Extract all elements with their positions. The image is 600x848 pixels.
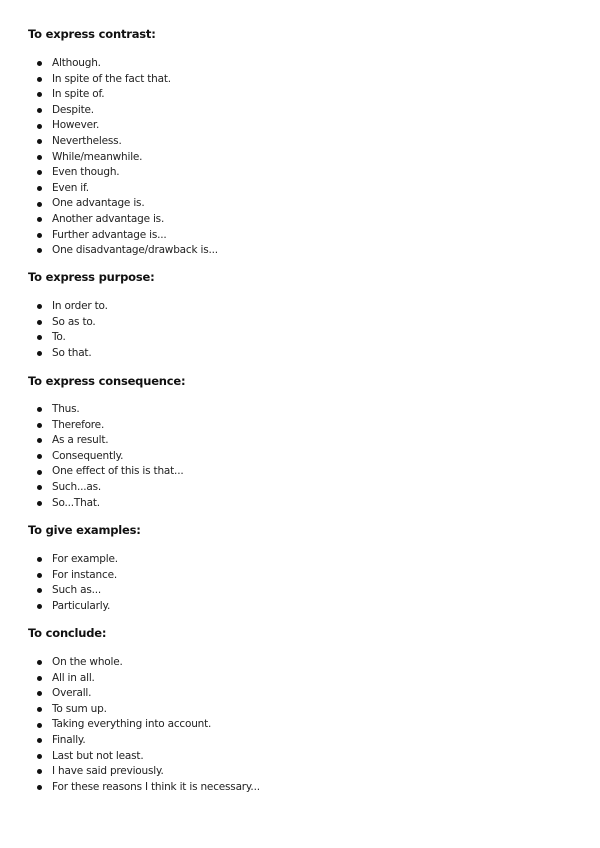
list-item-text: So as to. [52, 315, 96, 328]
bullet-icon [37, 676, 42, 681]
bullet-icon [37, 217, 42, 222]
section-conclude [28, 626, 568, 793]
list-item-text: So that. [52, 346, 92, 359]
bullet-icon [37, 557, 42, 562]
list-item-text: For example. [52, 553, 118, 565]
list-item [28, 671, 260, 687]
list-item-text: To sum up. [52, 702, 107, 715]
list-item-text: Last but not least. [52, 749, 144, 762]
list-item [28, 568, 118, 584]
section-heading: To express purpose: [28, 270, 155, 284]
list-item [28, 315, 108, 331]
list-item [28, 181, 218, 197]
list-item-text: In spite of. [52, 88, 105, 101]
bullet-icon [37, 124, 42, 129]
list-item [28, 733, 260, 749]
list-item [28, 480, 183, 496]
list-item [28, 402, 183, 418]
list-item [28, 583, 118, 599]
list-item [28, 228, 218, 244]
bullet-icon [37, 139, 42, 144]
list-item-text: All in all. [52, 671, 95, 684]
list-item-text: In order to. [52, 300, 108, 312]
list-item [28, 655, 260, 671]
list-item-text: Particularly. [52, 599, 111, 612]
section-heading: To express consequence: [28, 374, 186, 388]
bullet-list [28, 56, 218, 259]
section-examples [28, 523, 568, 612]
bullet-icon [37, 485, 42, 490]
bullet-icon [37, 438, 42, 443]
bullet-icon [37, 77, 42, 82]
list-item [28, 749, 260, 765]
bullet-icon [37, 423, 42, 428]
list-item [28, 780, 260, 796]
list-item [28, 702, 260, 718]
list-item [28, 103, 218, 119]
bullet-icon [37, 233, 42, 238]
bullet-icon [37, 454, 42, 459]
bullet-icon [37, 407, 42, 412]
list-item-text: Consequently. [52, 449, 124, 462]
bullet-icon [37, 61, 42, 66]
list-item [28, 299, 108, 315]
list-item-text: Further advantage is... [52, 228, 167, 241]
bullet-icon [37, 351, 42, 356]
list-item [28, 717, 260, 733]
list-item [28, 243, 218, 259]
list-item [28, 196, 218, 212]
bullet-icon [37, 738, 42, 743]
bullet-icon [37, 573, 42, 578]
list-item [28, 134, 218, 150]
bullet-icon [37, 723, 42, 728]
list-item [28, 599, 118, 615]
list-item-text: One effect of this is that... [52, 465, 184, 478]
list-item-text: One advantage is. [52, 197, 145, 210]
list-item [28, 418, 183, 434]
list-item-text: Therefore. [52, 418, 105, 431]
list-item-text: Finally. [52, 733, 86, 746]
list-item-text: However. [52, 119, 100, 132]
list-item [28, 87, 218, 103]
bullet-icon [37, 707, 42, 712]
bullet-icon [37, 248, 42, 253]
bullet-icon [37, 769, 42, 774]
bullet-icon [37, 202, 42, 207]
list-item [28, 449, 183, 465]
list-item-text: So...That. [52, 496, 100, 509]
list-item [28, 433, 183, 449]
list-item-text: To. [52, 331, 66, 344]
list-item [28, 165, 218, 181]
bullet-icon [37, 754, 42, 759]
list-item [28, 118, 218, 134]
section-purpose [28, 270, 568, 359]
bullet-list [28, 402, 183, 511]
list-item-text: As a result. [52, 434, 109, 447]
bullet-list [28, 655, 260, 795]
list-item-text: Thus. [52, 403, 80, 415]
bullet-icon [37, 785, 42, 790]
list-item [28, 686, 260, 702]
list-item-text: On the whole. [52, 656, 123, 668]
bullet-icon [37, 470, 42, 475]
list-item [28, 764, 260, 780]
list-item-text: For these reasons I think it is necessary... [52, 780, 260, 793]
bullet-icon [37, 108, 42, 113]
list-item-text: Another advantage is. [52, 212, 165, 225]
bullet-icon [37, 691, 42, 696]
list-item [28, 150, 218, 166]
list-item [28, 330, 108, 346]
bullet-icon [37, 501, 42, 506]
list-item [28, 464, 183, 480]
list-item-text: Although. [52, 57, 101, 69]
section-contrast [28, 27, 568, 257]
list-item-text: Overall. [52, 687, 92, 700]
list-item [28, 56, 218, 72]
list-item-text: Despite. [52, 103, 94, 116]
bullet-icon [37, 604, 42, 609]
bullet-icon [37, 186, 42, 191]
list-item-text: For instance. [52, 568, 117, 581]
bullet-icon [37, 304, 42, 309]
list-item [28, 496, 183, 512]
list-item-text: One disadvantage/drawback is... [52, 244, 218, 257]
bullet-icon [37, 92, 42, 97]
list-item-text: Even if. [52, 181, 89, 194]
section-consequence [28, 374, 568, 509]
bullet-icon [37, 335, 42, 340]
list-item [28, 552, 118, 568]
bullet-list [28, 299, 108, 361]
list-item-text: Nevertheless. [52, 134, 122, 147]
bullet-icon [37, 660, 42, 665]
list-item [28, 212, 218, 228]
list-item-text: I have said previously. [52, 765, 164, 778]
list-item-text: In spite of the fact that. [52, 72, 171, 85]
section-heading: To express contrast: [28, 27, 156, 41]
list-item [28, 72, 218, 88]
list-item-text: Taking everything into account. [52, 718, 212, 731]
bullet-icon [37, 155, 42, 160]
bullet-list [28, 552, 118, 614]
section-heading: To give examples: [28, 523, 141, 537]
bullet-icon [37, 320, 42, 325]
list-item [28, 346, 108, 362]
section-heading: To conclude: [28, 626, 107, 640]
bullet-icon [37, 588, 42, 593]
list-item-text: Such as... [52, 584, 102, 597]
list-item-text: Such...as. [52, 480, 102, 493]
bullet-icon [37, 170, 42, 175]
list-item-text: Even though. [52, 166, 120, 179]
list-item-text: While/meanwhile. [52, 150, 143, 163]
